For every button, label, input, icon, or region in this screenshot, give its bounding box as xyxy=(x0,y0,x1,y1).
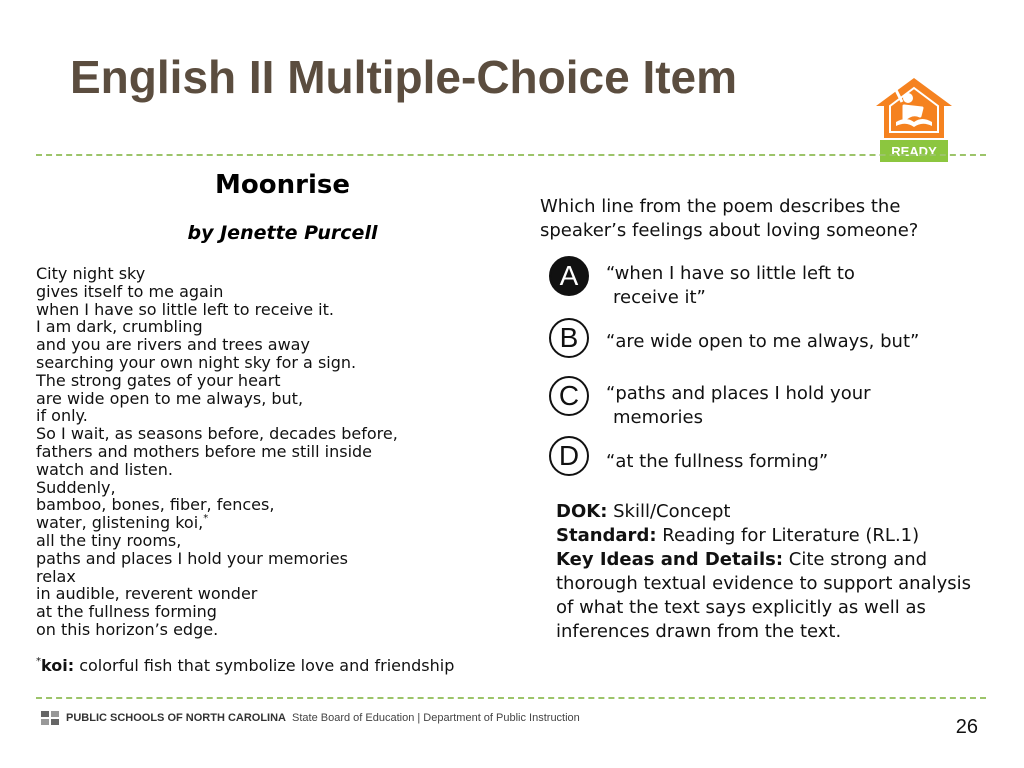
poem-line: watch and listen. xyxy=(36,459,173,479)
footnote-definition: colorful fish that symbolize love and friendship xyxy=(79,656,455,675)
poem-line: The strong gates of your heart xyxy=(36,370,281,390)
ready-logo xyxy=(874,76,954,166)
poem-line: paths and places I hold your memories xyxy=(36,548,348,568)
choice-b-line1: “are wide open to me always, but” xyxy=(606,331,920,352)
key-ideas-value: Cite strong and thorough textual evidence to support analysis of what the text says explicitly as well as inferences drawn from the text. xyxy=(556,549,971,642)
page-number: 26 xyxy=(955,716,978,738)
poem-line: I am dark, crumbling xyxy=(36,317,203,337)
dok-row xyxy=(556,500,986,524)
poem-line: relax xyxy=(36,566,76,586)
poem-line: on this horizon’s edge. xyxy=(36,619,219,639)
footnote-mark: * xyxy=(36,655,41,667)
poem-line xyxy=(36,514,398,532)
poem-text xyxy=(36,265,398,639)
choice-d-badge[interactable]: D xyxy=(549,436,589,476)
poem-line: bamboo, bones, fiber, fences, xyxy=(36,495,275,515)
poem-line: are wide open to me always, but, xyxy=(36,388,304,408)
poem-line: if only. xyxy=(36,406,88,426)
poem-title: Moonrise xyxy=(215,170,350,200)
key-ideas-label: Key Ideas and Details: xyxy=(556,549,784,570)
choice-a-badge[interactable]: A xyxy=(549,256,589,296)
poem-line: at the fullness forming xyxy=(36,602,217,622)
question-prompt: Which line from the poem describes the speaker’s feelings about loving someone? xyxy=(540,196,919,241)
choice-c-line2: memories xyxy=(613,407,704,428)
footnote-marker: * xyxy=(203,512,209,524)
choice-b[interactable] xyxy=(606,330,966,354)
nc-dpi-logo-icon xyxy=(40,709,60,727)
choice-c-line1: “paths and places I hold your xyxy=(606,383,871,404)
poem-author: by Jenette Purcell xyxy=(187,222,378,244)
key-ideas-row xyxy=(556,548,986,644)
item-metadata xyxy=(556,500,986,644)
ready-house-icon xyxy=(874,76,954,166)
choice-a-line1: “when I have so little left to xyxy=(606,263,855,284)
choice-d-line1: “at the fullness forming” xyxy=(606,451,829,472)
footer-org xyxy=(40,708,580,728)
choice-c[interactable] xyxy=(606,382,966,430)
poem-line: in audible, reverent wonder xyxy=(36,584,258,604)
choice-a[interactable] xyxy=(606,262,966,310)
poem-line: Suddenly, xyxy=(36,477,116,497)
footer-org-name: PUBLIC SCHOOLS OF NORTH CAROLINA xyxy=(66,712,286,724)
poem-line: So I wait, as seasons before, decades before, xyxy=(36,424,398,444)
standard-row xyxy=(556,524,986,548)
poem-line: searching your own night sky for a sign. xyxy=(36,352,357,372)
footer-org-detail: State Board of Education | Department of Public Instruction xyxy=(292,712,580,724)
poem-footnote xyxy=(36,656,454,675)
standard-label: Standard: xyxy=(556,525,657,546)
choice-a-line2: receive it” xyxy=(613,287,706,308)
poem-line: and you are rivers and trees away xyxy=(36,335,310,355)
poem-line-text: water, glistening koi, xyxy=(36,513,204,533)
logo-label: READY xyxy=(891,144,937,159)
slide-title: English II Multiple-Choice Item xyxy=(70,51,738,103)
choice-c-badge[interactable]: C xyxy=(549,376,589,416)
bottom-divider xyxy=(36,697,986,699)
poem-line: City night sky xyxy=(36,264,146,283)
top-divider xyxy=(36,154,986,156)
footnote-term: koi: xyxy=(41,656,75,675)
dok-value: Skill/Concept xyxy=(613,501,731,522)
poem-line: gives itself to me again xyxy=(36,281,224,301)
choice-d[interactable] xyxy=(606,450,966,474)
choice-b-badge[interactable]: B xyxy=(549,318,589,358)
poem-line: when I have so little left to receive it. xyxy=(36,299,334,319)
standard-value: Reading for Literature (RL.1) xyxy=(662,525,920,546)
dok-label: DOK: xyxy=(556,501,608,522)
poem-line: fathers and mothers before me still inside xyxy=(36,441,373,461)
poem-line: all the tiny rooms, xyxy=(36,530,182,550)
